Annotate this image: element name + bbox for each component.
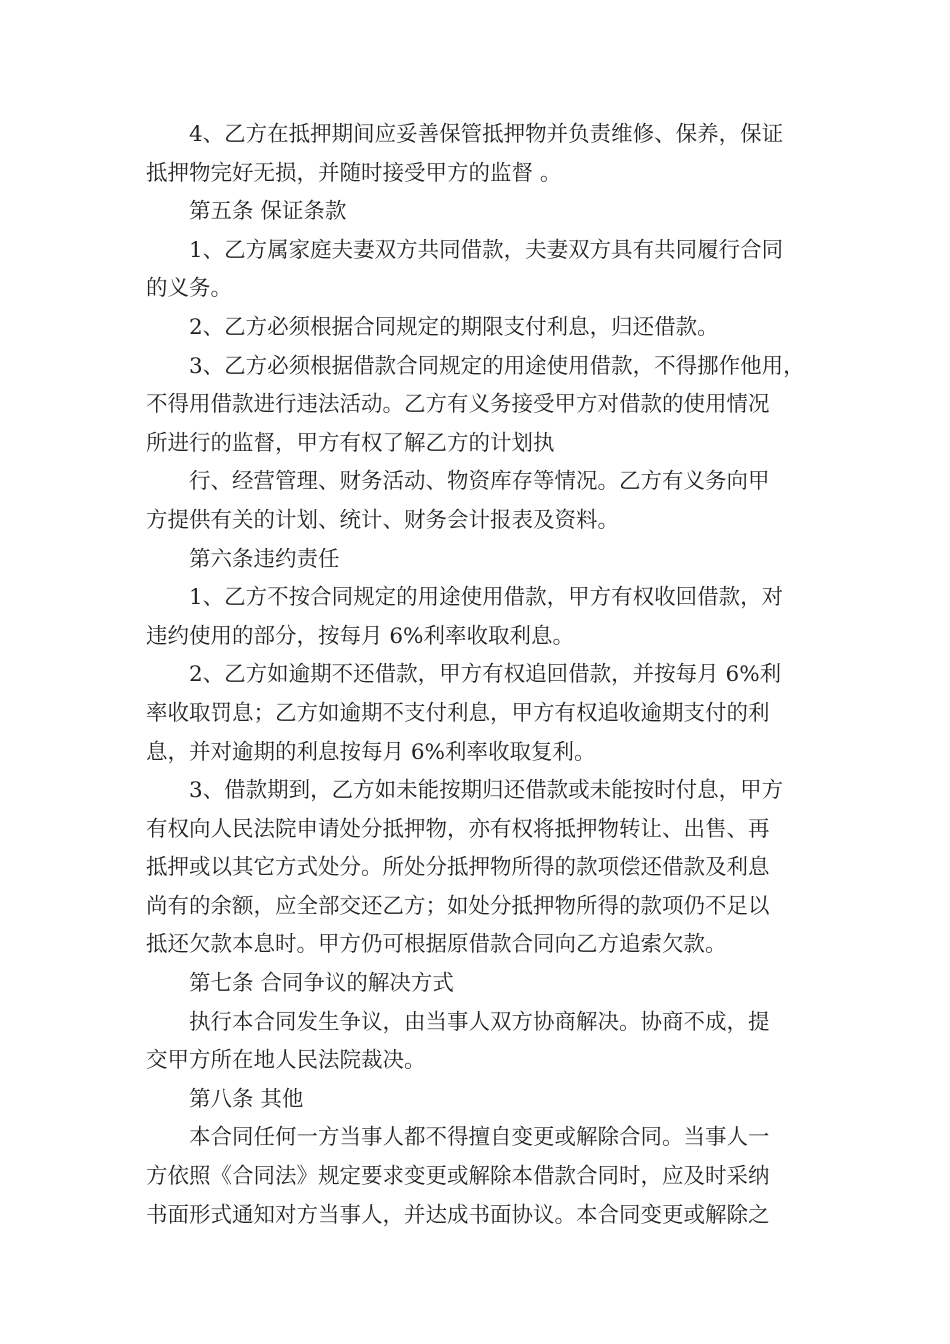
- article-8-heading: 第八条 其他: [189, 1086, 304, 1112]
- article-5-item-1: 1、乙方属家庭夫妻双方共同借款，夫妻双方具有共同履行合同 的义务。: [146, 237, 784, 302]
- article-7-heading: 第七条 合同争议的解决方式: [189, 971, 454, 997]
- document-body: [146, 116, 810, 1235]
- article-6-item-1: 1、乙方不按合同规定的用途使用借款，甲方有权收回借款，对 违约使用的部分，按每月 6%利率收取利息。: [146, 585, 784, 649]
- clause-4-paragraph: 4、乙方在抵押期间应妥善保管抵押物并负责维修、保养，保证 抵押物完好无损，并随时接受甲方的监督 。: [146, 122, 784, 186]
- article-7-body: 执行本合同发生争议，由当事人双方协商解决。协商不成，提 交甲方所在地人民法院裁决。: [146, 1009, 770, 1074]
- article-6-item-2: 2、乙方如逾期不还借款，甲方有权追回借款，并按每月 6%利 率收取罚息；乙方如逾期不支付利息，甲方有权追收逾期支付的利 息，并对逾期的利息按每月 6%利率收取复利。: [146, 662, 782, 765]
- article-5-item-3: 3、乙方必须根据借款合同规定的用途使用借款，不得挪作他用， 不得用借款进行违法活动。乙方有义务接受甲方对借款的使用情况 所进行的监督，甲方有权了解乙方的计划执: [146, 353, 805, 456]
- article-6-item-3: 3、借款期到，乙方如未能按期归还借款或未能按时付息，甲方 有权向人民法院申请处分抵押物，亦有权将抵押物转让、出售、再 抵押或以其它方式处分。所处分抵押物所得的款项偿还借款及利息 尚有的余额，应全部交还乙方；如处分抵押物所得的款项仍不足以 抵还欠款本息时。甲方仍可根据原借款合同向乙方追索欠款。: [146, 778, 784, 958]
- article-5-heading: 第五条 保证条款: [189, 199, 347, 225]
- article-5-item-2: 2、乙方必须根据合同规定的期限支付利息，归还借款。: [189, 314, 719, 340]
- article-8-body: 本合同任何一方当事人都不得擅自变更或解除合同。当事人一 方依照《合同法》规定要求变更或解除本借款合同时，应及时采纳 书面形式通知对方当事人，并达成书面协议。本合同变更或解除之: [146, 1125, 770, 1228]
- article-6-heading: 第六条违约责任: [189, 546, 340, 572]
- article-5-item-3-continued: 行、经营管理、财务活动、物资库存等情况。乙方有义务向甲 方提供有关的计划、统计、财务会计报表及资料。: [146, 469, 770, 533]
